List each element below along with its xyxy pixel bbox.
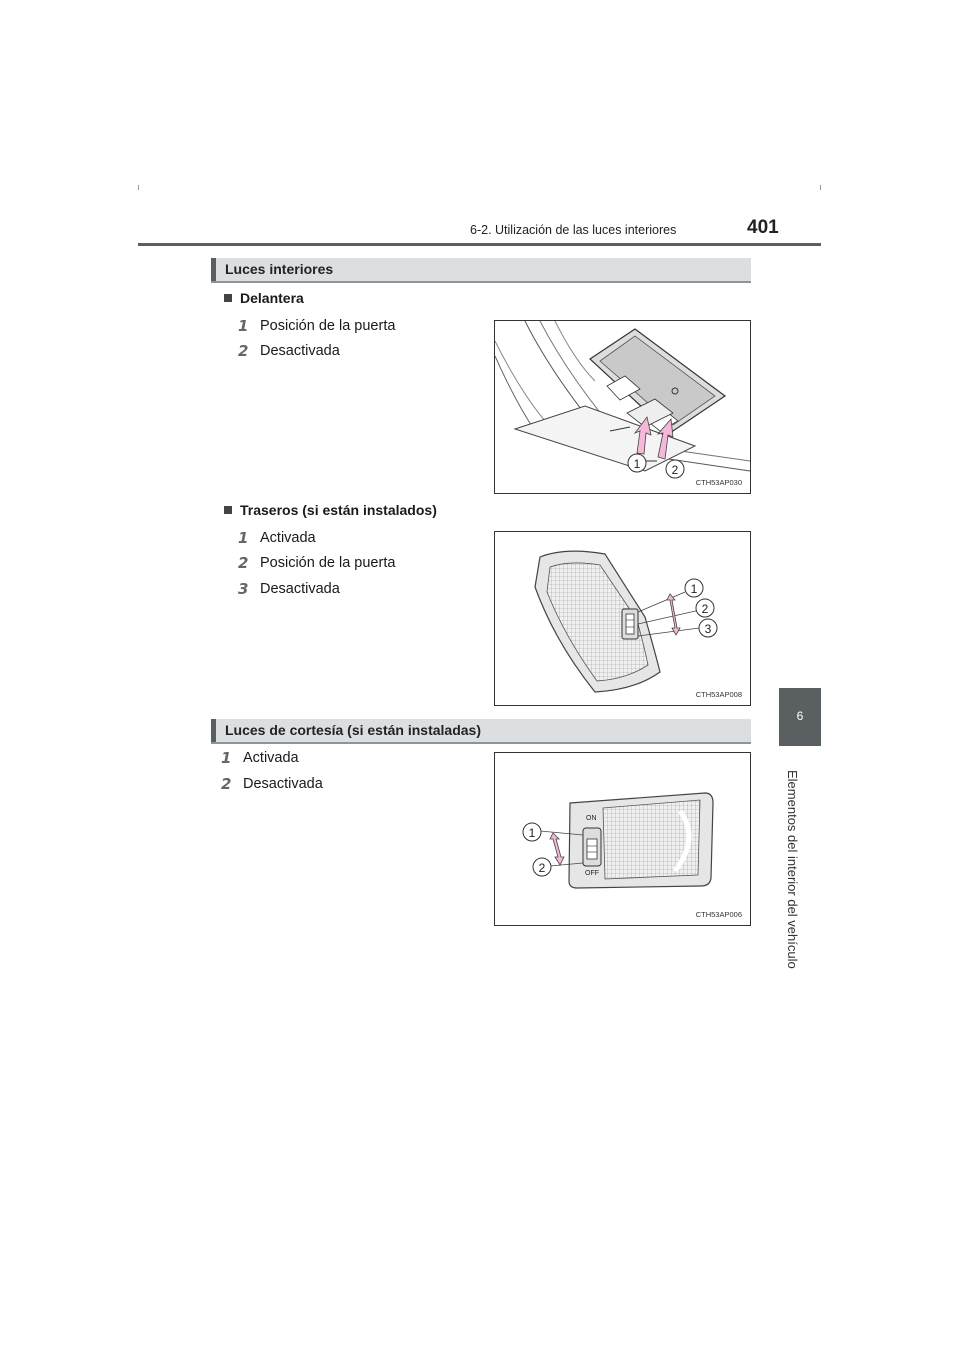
subheading-text: Traseros (si están instalados) bbox=[240, 502, 437, 518]
section-bar-luces-interiores bbox=[211, 258, 751, 283]
subheading-text: Delantera bbox=[240, 290, 304, 306]
section-accent bbox=[211, 258, 216, 281]
chapter-tab bbox=[779, 688, 821, 746]
item-text: Desactivada bbox=[260, 581, 340, 597]
item-text: Activada bbox=[243, 750, 299, 766]
square-bullet-icon bbox=[224, 294, 232, 302]
section-title: Luces de cortesía (si están instaladas) bbox=[225, 722, 481, 738]
item-text: Desactivada bbox=[243, 776, 323, 792]
callout-2: 2 bbox=[538, 861, 546, 875]
subheading-delantera bbox=[224, 290, 304, 306]
rear-light-illustration bbox=[495, 532, 750, 705]
running-header: 6-2. Utilización de las luces interiores bbox=[470, 223, 677, 237]
callout-3: 3 bbox=[704, 622, 712, 636]
callout-2: 2 bbox=[671, 463, 679, 477]
subheading-traseros bbox=[224, 502, 437, 518]
figure-code: CTH53AP006 bbox=[695, 910, 742, 919]
front-light-illustration bbox=[495, 321, 750, 493]
item-number: 1 bbox=[238, 529, 249, 547]
page-number: 401 bbox=[747, 217, 779, 238]
chapter-number: 6 bbox=[796, 709, 804, 723]
switch-label-off: OFF bbox=[585, 870, 599, 877]
item-number: 1 bbox=[221, 749, 232, 767]
item-text: Posición de la puerta bbox=[260, 555, 396, 571]
figure-front-light bbox=[494, 320, 751, 494]
callout-2: 2 bbox=[701, 602, 709, 616]
item-number: 2 bbox=[238, 554, 249, 572]
callout-1: 1 bbox=[690, 582, 698, 596]
item-text: Activada bbox=[260, 530, 316, 546]
figure-rear-light bbox=[494, 531, 751, 706]
callout-1: 1 bbox=[633, 457, 641, 471]
header-rule bbox=[138, 243, 821, 246]
switch-label-on: ON bbox=[586, 815, 597, 822]
item-number: 1 bbox=[238, 317, 249, 335]
item-number: 2 bbox=[238, 342, 249, 360]
crop-mark-right bbox=[820, 185, 821, 190]
item-number: 3 bbox=[238, 580, 249, 598]
courtesy-light-illustration bbox=[495, 753, 750, 925]
crop-mark-left bbox=[138, 185, 139, 190]
figure-code: CTH53AP030 bbox=[695, 478, 742, 487]
callout-1: 1 bbox=[528, 826, 536, 840]
section-title: Luces interiores bbox=[225, 261, 334, 277]
item-number: 2 bbox=[221, 775, 232, 793]
square-bullet-icon bbox=[224, 506, 232, 514]
chapter-title: Elementos del interior del vehículo bbox=[785, 770, 800, 969]
section-bar-luces-cortesia bbox=[211, 719, 751, 744]
figure-courtesy-light bbox=[494, 752, 751, 926]
item-text: Desactivada bbox=[260, 343, 340, 359]
figure-code: CTH53AP008 bbox=[695, 690, 742, 699]
item-text: Posición de la puerta bbox=[260, 318, 396, 334]
section-accent bbox=[211, 719, 216, 742]
